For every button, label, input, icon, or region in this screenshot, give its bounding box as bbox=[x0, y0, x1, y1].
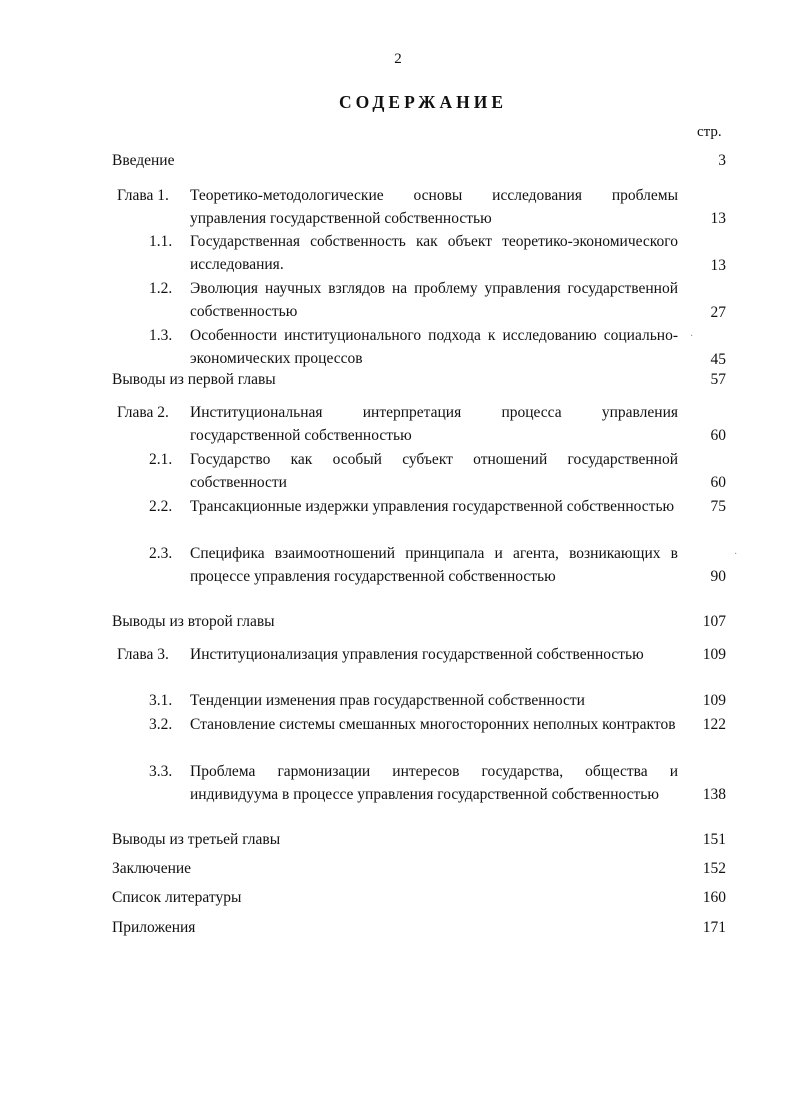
scan-mark: · bbox=[690, 331, 694, 342]
section-3-1-page: 109 bbox=[702, 692, 726, 709]
section-1-3-page: 45 bbox=[710, 351, 726, 368]
closing-conclusion-page: 152 bbox=[702, 860, 726, 877]
closing-conclusion-label: Заключение bbox=[112, 860, 192, 877]
chapter-1-page: 13 bbox=[710, 210, 726, 227]
conclusion-2-label: Выводы из второй главы bbox=[112, 613, 275, 630]
section-2-1-number: 2.1. bbox=[149, 451, 173, 468]
chapter-2-number: Глава 2. bbox=[117, 404, 169, 421]
bibliography-page: 160 bbox=[702, 889, 726, 906]
section-3-2-page: 122 bbox=[702, 716, 726, 733]
chapter-1-title: Теоретико-методологические основы исследования проблемы управления государственной собственностью bbox=[190, 187, 678, 227]
chapter-1-number: Глава 1. bbox=[117, 187, 169, 204]
section-2-1-title: Государство как особый субъект отношений государственной собственности bbox=[190, 451, 678, 491]
section-1-1-page: 13 bbox=[710, 257, 726, 274]
section-1-1-number: 1.1. bbox=[149, 233, 173, 250]
conclusion-1-page: 57 bbox=[710, 371, 726, 388]
section-3-3-title: Проблема гармонизации интересов государства, общества и индивидуума в процессе управления государственной собственностью bbox=[190, 763, 678, 803]
conclusion-3-label: Выводы из третьей главы bbox=[112, 831, 281, 848]
page-column-label: стр. bbox=[697, 124, 722, 140]
appendices-page: 171 bbox=[702, 919, 726, 936]
chapter-3-title: Институционализация управления государственной собственностью bbox=[190, 646, 644, 663]
toc-intro-label: Введение bbox=[112, 152, 175, 169]
appendices-label: Приложения bbox=[112, 919, 196, 936]
section-2-2-page: 75 bbox=[710, 498, 726, 515]
section-1-1-title: Государственная собственность как объект теоретико-экономического исследования. bbox=[190, 233, 678, 273]
toc-intro-page: 3 bbox=[718, 152, 726, 169]
section-3-2-title: Становление системы смешанных многосторонних неполных контрактов bbox=[190, 716, 676, 733]
section-3-1-number: 3.1. bbox=[149, 692, 173, 709]
conclusion-2-page: 107 bbox=[702, 613, 726, 630]
section-3-3-number: 3.3. bbox=[149, 763, 173, 780]
section-2-1-page: 60 bbox=[710, 474, 726, 491]
section-3-2-number: 3.2. bbox=[149, 716, 173, 733]
section-3-1-title: Тенденции изменения прав государственной собственности bbox=[190, 692, 585, 709]
section-1-2-title: Эволюция научных взглядов на проблему управления государственной собственностью bbox=[190, 280, 678, 320]
section-2-3-page: 90 bbox=[710, 568, 726, 585]
section-2-2-title: Трансакционные издержки управления государственной собственностью bbox=[190, 498, 675, 515]
chapter-2-title: Институциональная интерпретация процесса управления государственной собственностью bbox=[190, 404, 678, 444]
page-title: СОДЕРЖАНИЕ bbox=[338, 92, 507, 112]
section-2-3-title: Специфика взаимоотношений принципала и агента, возникающих в процессе управления государственной собственностью bbox=[190, 545, 678, 585]
section-1-3-number: 1.3. bbox=[149, 327, 173, 344]
section-1-2-number: 1.2. bbox=[149, 280, 173, 297]
section-2-3-number: 2.3. bbox=[149, 545, 173, 562]
chapter-3-number: Глава 3. bbox=[117, 646, 169, 663]
scan-mark: · bbox=[734, 549, 738, 560]
section-3-3-page: 138 bbox=[702, 786, 726, 803]
conclusion-3-page: 151 bbox=[702, 831, 726, 848]
page-number: 2 bbox=[394, 51, 402, 67]
bibliography-label: Список литературы bbox=[112, 889, 242, 906]
section-1-3-title: Особенности институционального подхода к исследованию социально-экономических процессов bbox=[190, 327, 678, 367]
conclusion-1-label: Выводы из первой главы bbox=[112, 371, 276, 388]
section-1-2-page: 27 bbox=[710, 304, 726, 321]
chapter-2-page: 60 bbox=[710, 427, 726, 444]
section-2-2-number: 2.2. bbox=[149, 498, 173, 515]
chapter-3-page: 109 bbox=[702, 646, 726, 663]
